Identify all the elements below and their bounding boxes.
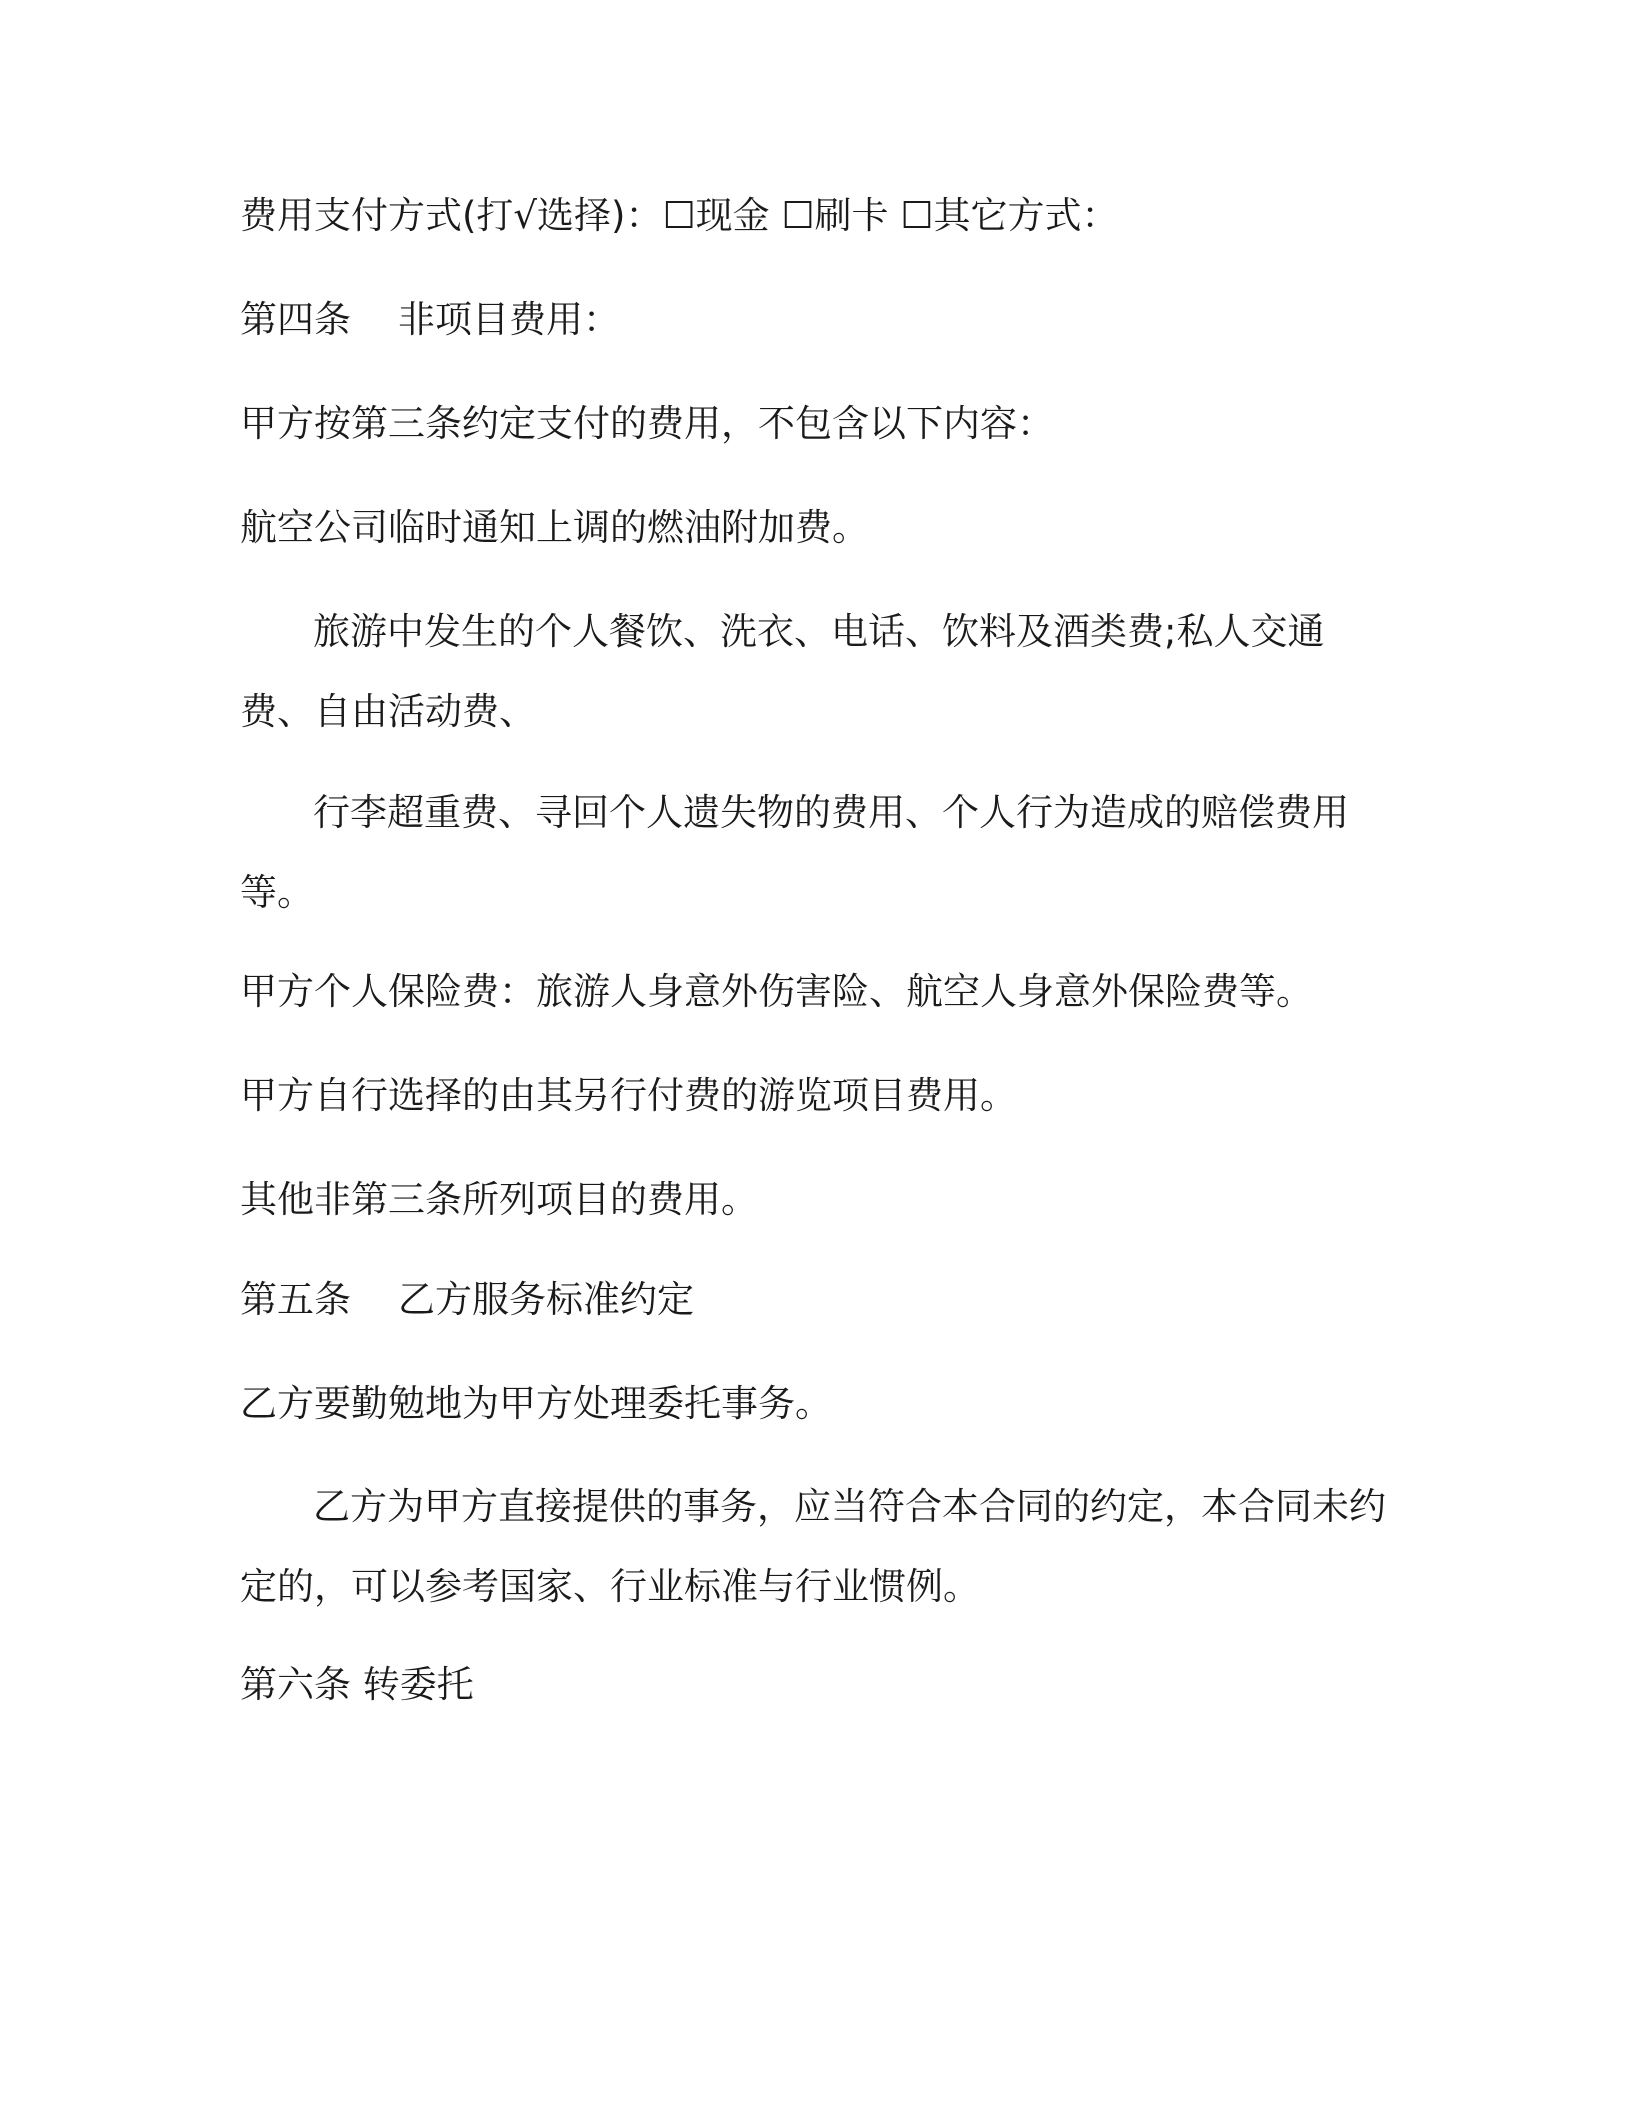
- article-4-item-luggage-fees: 行李超重费、寻回个人遗失物的费用、个人行为造成的赔偿费用等。: [240, 791, 1349, 914]
- payment-method-line: 费用支付方式(打√选择)：☐现金 ☐刷卡 ☐其它方式：: [240, 194, 1119, 237]
- article-4-item-optional-tours: 甲方自行选择的由其另行付费的游览项目费用。: [240, 1074, 1017, 1117]
- article-4-title: 第四条 非项目费用：: [240, 298, 621, 341]
- article-5-title: 第五条 乙方服务标准约定: [240, 1278, 695, 1321]
- article-4-intro: 甲方按第三条约定支付的费用，不包含以下内容：: [240, 402, 1054, 445]
- article-4-item-personal-expenses: 旅游中发生的个人餐饮、洗衣、电话、饮料及酒类费;私人交通费、自由活动费、: [240, 610, 1325, 733]
- article-4-item-other: 其他非第三条所列项目的费用。: [240, 1178, 758, 1221]
- article-4-item-fuel-surcharge: 航空公司临时通知上调的燃油附加费。: [240, 506, 869, 549]
- article-4-item-insurance: 甲方个人保险费：旅游人身意外伤害险、航空人身意外保险费等。: [240, 970, 1313, 1013]
- article-5-item-diligence: 乙方要勤勉地为甲方处理委托事务。: [240, 1382, 832, 1425]
- article-6-title: 第六条 转委托: [240, 1663, 474, 1706]
- article-5-item-standards: 乙方为甲方直接提供的事务，应当符合本合同的约定，本合同未约定的，可以参考国家、行业标准与行业惯例。: [240, 1485, 1386, 1608]
